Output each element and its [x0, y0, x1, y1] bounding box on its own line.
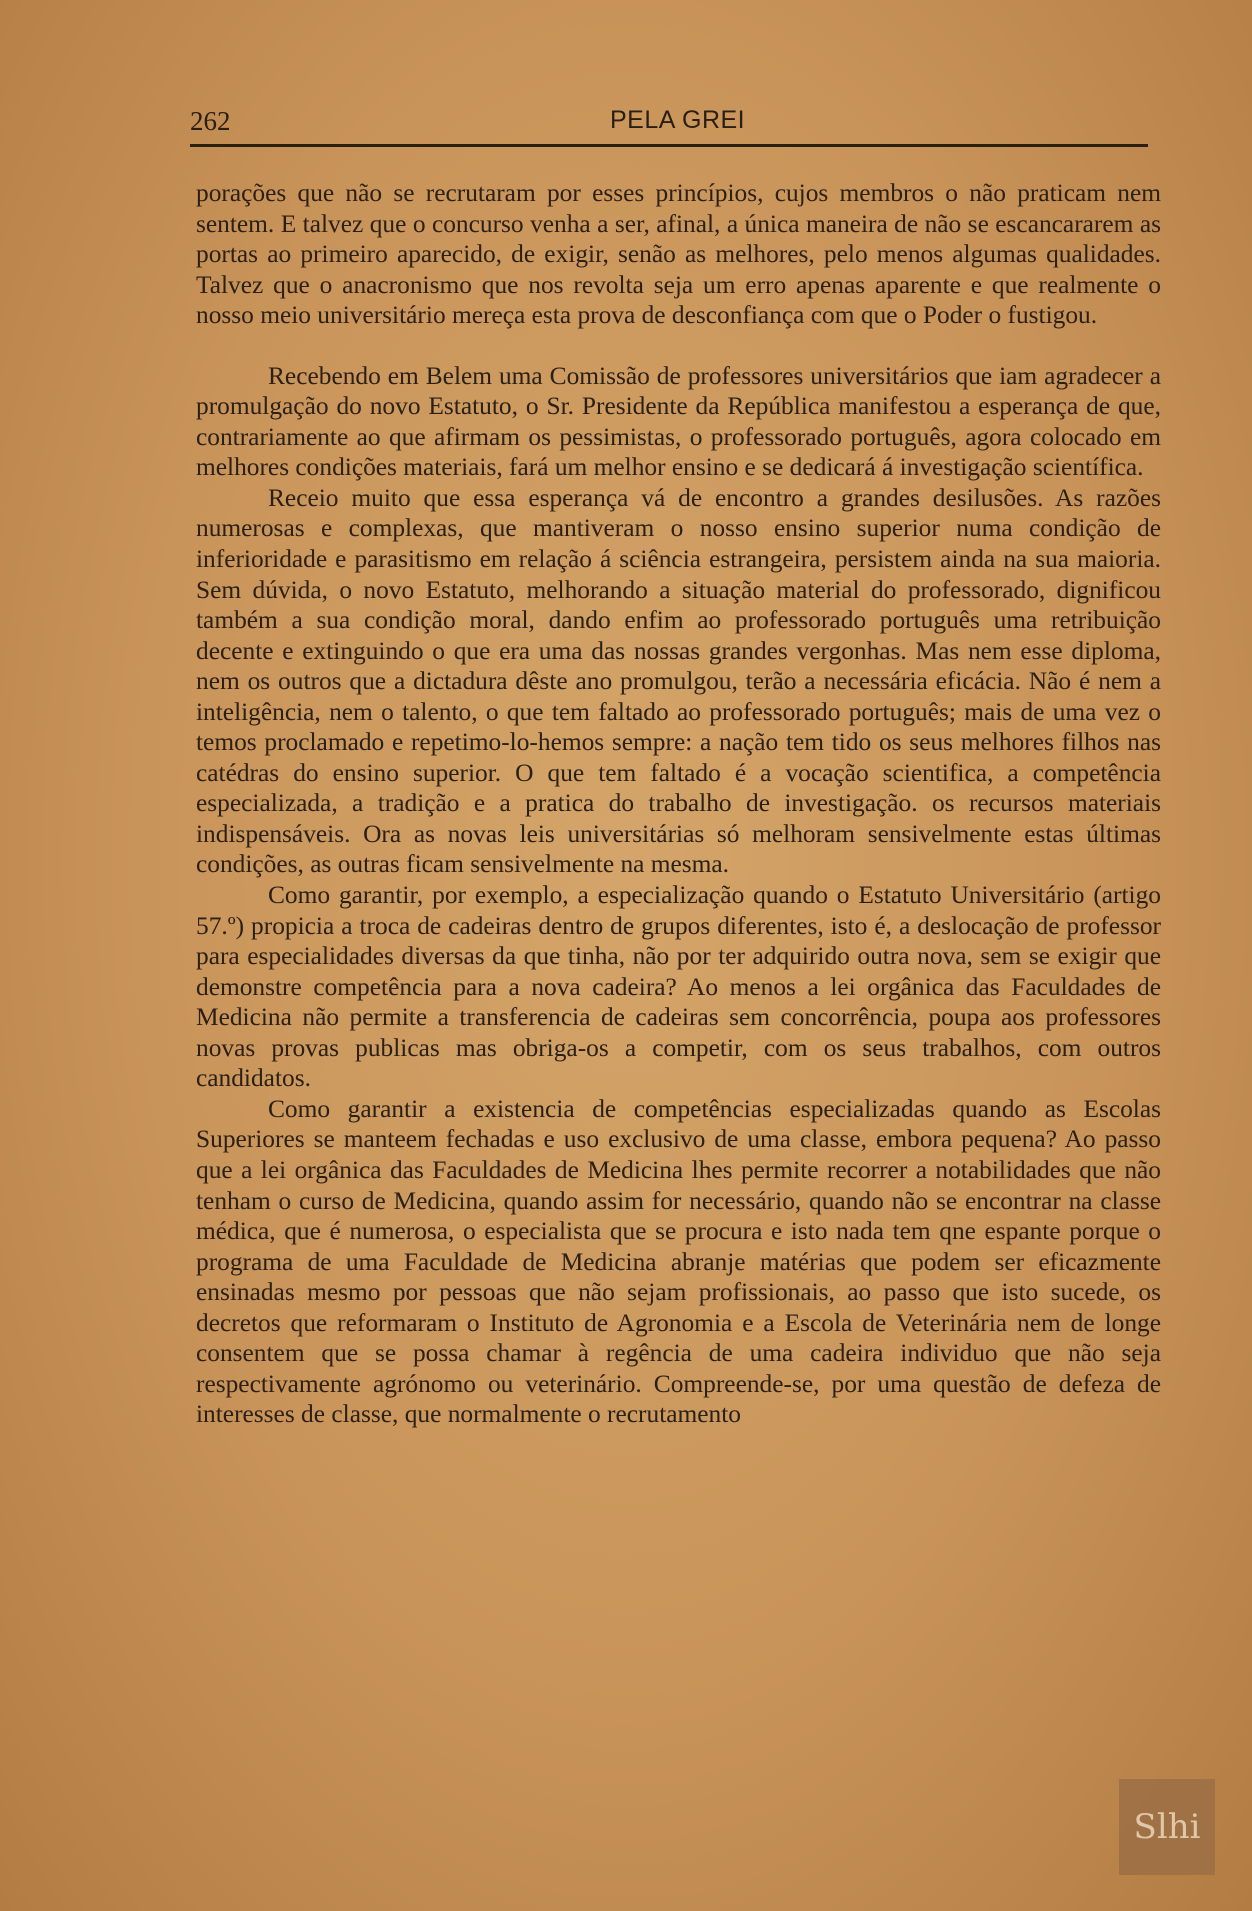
- header-rule: [190, 144, 1148, 147]
- paragraph-3: Receio muito que essa esperança vá de encontro a grandes desilusões. As razões numerosas e complexas, que mantiveram o nosso ensino superior numa condição de inferioridade e parasitismo em relação á sciência estrangeira, persistem ainda na sua maioria. Sem dúvida, o novo Estatuto, melhorando a situação material do professorado, dignificou também a sua condição moral, dando enfim ao professorado português uma retribuição decente e extinguindo o que era uma das nossas grandes vergonhas. Mas nem esse diploma, nem os outros que a dictadura dêste ano promulgou, terão a necessária eficácia. Não é nem a inteligência, nem o talento, o que tem faltado ao professorado português; mais de uma vez o temos proclamado e repetimo-lo-hemos sempre: a nação tem tido os seus melhores filhos nas catédras do ensino superior. O que tem faltado é a vocação scientifica, a competência especializada, a tradição e a pratica do trabalho de investigação. os recursos materiais indispensáveis. Ora as novas leis universitárias só melhoram sensivelmente estas últimas condições, as outras ficam sensivelmente na mesma.: [196, 483, 1161, 879]
- running-head: PELA GREI: [610, 106, 746, 134]
- page-header: [190, 106, 1150, 146]
- paragraph-1: porações que não se recrutaram por esses princípios, cujos membros o não praticam nem sentem. E talvez que o concurso venha a ser, afinal, a única maneira de não se escancararem as portas ao primeiro aparecido, de exigir, senão as melhores, pelo menos algumas qualidades. Talvez que o anacronismo que nos revolta seja um erro apenas aparente e que realmente o nosso meio universitário mereça esta prova de desconfiança com que o Poder o fustigou.: [196, 179, 1161, 330]
- paragraph-2: Recebendo em Belem uma Comissão de professores universitários que iam agradecer a promulgação do novo Estatuto, o Sr. Presidente da República manifestou a esperança de que, contrariamente ao que afirmam os pessimistas, o professorado português, agora colocado em melhores condições materiais, fará um melhor ensino e se dedicará á investigação scientífica.: [196, 361, 1161, 482]
- paragraph-5: Como garantir a existencia de competências especializadas quando as Escolas Superiores se manteem fechadas e uso exclusivo de uma classe, embora pequena? Ao passo que a lei orgânica das Faculdades de Medicina lhes permite recorrer a notabilidades que não tenham o curso de Medicina, quando assim for necessário, quando não se encontrar na classe médica, que é numerosa, o especialista que se procura e isto nada tem qne espante porque o programa de uma Faculdade de Medicina abranje matérias que podem ser eficazmente ensinadas mesmo por pessoas que não sejam profissionais, ao passo que isto sucede, os decretos que reformaram o Instituto de Agronomia e a Escola de Veterinária nem de longe consentem que se possa chamar à regência de uma cadeira individuo que não seja respectivamente agrónomo ou veterinário. Compreende-se, por uma questão de defeza de interesses de classe, que normalmente o recrutamento: [196, 1094, 1161, 1429]
- paragraph-4: Como garantir, por exemplo, a especialização quando o Estatuto Universitário (artigo 57.º) propicia a troca de cadeiras dentro de grupos diferentes, isto é, a deslocação de professor para especialidades diversas da que tinha, não por ter adquirido outra nova, sem se exigir que demonstre competência para a nova cadeira? Ao menos a lei orgânica das Faculdades de Medicina não permite a transferencia de cadeiras sem concorrência, poupa aos professores novas provas publicas mas obriga-os a competir, com os seus trabalhos, com outros candidatos.: [196, 881, 1161, 1093]
- body-text: [196, 178, 1161, 1430]
- library-watermark-logo: [1119, 1779, 1215, 1875]
- page-number: 262: [190, 106, 231, 136]
- watermark-text: Slhi: [1133, 1807, 1201, 1847]
